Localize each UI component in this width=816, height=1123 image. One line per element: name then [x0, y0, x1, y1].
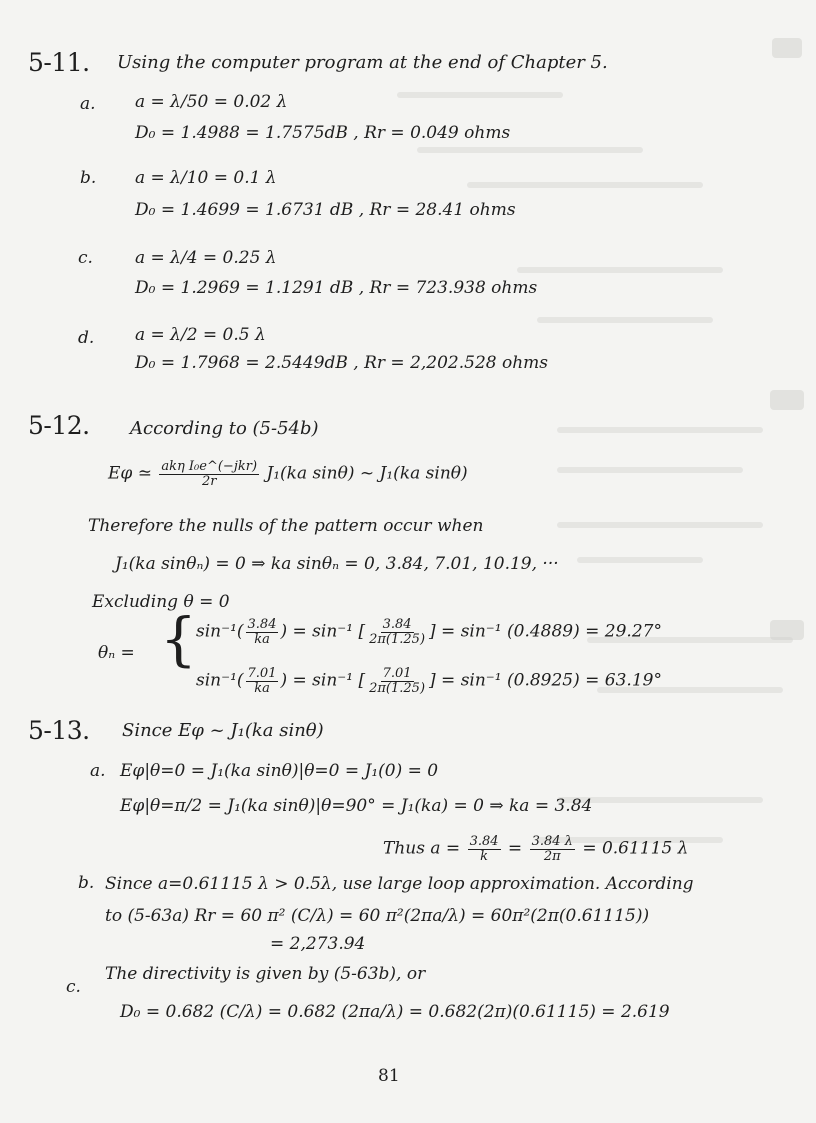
part-a-equation-1: a = λ/50 = 0.02 λ — [135, 92, 288, 112]
radius-fraction-2-num: 3.84 λ — [531, 834, 573, 849]
part-c-label-5-13: c. — [66, 977, 81, 997]
row1-fraction-1-den: ka — [254, 631, 270, 647]
row2-fraction-2 — [367, 667, 427, 695]
row2-result: ] = sin⁻¹ (0.8925) = 63.19° — [429, 670, 662, 691]
broadside-field-equation: Eφ|θ=0 = J₁(ka sinθ)|θ=0 = J₁(0) = 0 — [120, 761, 439, 781]
field-equation-numerator: akη I₀e^(−jkr) — [161, 459, 258, 474]
radius-fraction-2 — [530, 835, 575, 863]
null-condition-equation: J₁(ka sinθₙ) = 0 ⇒ ka sinθₙ = 0, 3.84, 7.01, 10.19, ··· — [115, 554, 559, 574]
field-equation-denominator: 2r — [201, 473, 217, 489]
part-d-label: d. — [78, 328, 95, 348]
row2-fraction-2-num: 7.01 — [382, 666, 412, 681]
row1-fraction-2 — [367, 618, 427, 646]
problem-5-11-intro: Using the computer program at the end of Chapter 5. — [117, 52, 608, 73]
radius-value: = 0.61115 λ — [582, 838, 689, 859]
row2-fraction-2-den: 2π(1.25) — [369, 680, 426, 696]
excluding-statement: Excluding θ = 0 — [92, 592, 230, 612]
part-d-equation-2: D₀ = 1.7968 = 2.5449dB , Rr = 2,202.528 ohms — [135, 353, 549, 373]
problem-5-12-intro: According to (5-54b) — [130, 418, 319, 439]
large-loop-statement: Since a=0.61115 λ > 0.5λ, use large loop approximation. According — [105, 874, 694, 894]
theta-n-label: θₙ = — [98, 643, 135, 663]
problem-number-5-11: 5-11. — [28, 48, 90, 77]
cases-brace: { — [160, 605, 197, 673]
part-c-label: c. — [78, 248, 93, 268]
field-equation-fraction — [159, 460, 259, 488]
row1-arcsin-open: sin⁻¹( — [196, 621, 244, 642]
row1-fraction-2-den: 2π(1.25) — [369, 631, 426, 647]
page-number: 81 — [378, 1066, 400, 1086]
radius-result: Thus a = $\frac{3.84}{k}$ = $\frac{3.84 \lambda}{2\pi}$ = 0.61115 λ — [383, 834, 689, 864]
part-c-equation-2: D₀ = 1.2969 = 1.1291 dB , Rr = 723.938 ohms — [135, 278, 538, 298]
field-equation-lhs: Eφ ≃ — [108, 463, 152, 484]
field-equation-rhs: J₁(ka sinθ) ~ J₁(ka sinθ) — [266, 463, 468, 484]
problem-number-5-12: 5-12. — [28, 411, 90, 440]
part-b-equation-1: a = λ/10 = 0.1 λ — [135, 168, 277, 188]
endfire-field-equation: Eφ|θ=π/2 = J₁(ka sinθ)|θ=90° = J₁(ka) = 0 ⇒ ka = 3.84 — [120, 796, 593, 816]
part-a-equation-2: D₀ = 1.4988 = 1.7575dB , Rr = 0.049 ohms — [135, 123, 511, 143]
null-angle-row-2 — [196, 667, 662, 695]
part-a-label-5-13: a. — [90, 761, 106, 781]
row2-middle: ) = sin⁻¹ [ — [280, 670, 366, 691]
therefore-statement: Therefore the nulls of the pattern occur when — [88, 516, 484, 536]
row1-fraction-1 — [246, 618, 279, 646]
radius-fraction-1 — [468, 835, 501, 863]
row2-arcsin-open: sin⁻¹( — [196, 670, 244, 691]
radius-fraction-2-den: 2π — [543, 848, 561, 864]
problem-number-5-13: 5-13. — [28, 716, 90, 745]
directivity-statement: The directivity is given by (5-63b), or — [105, 964, 426, 984]
directivity-equation: D₀ = 0.682 (C/λ) = 0.682 (2πa/λ) = 0.682(2π)(0.61115) = 2.619 — [120, 1002, 670, 1022]
radius-fraction-1-den: k — [480, 848, 488, 864]
radiation-resistance-value: = 2,273.94 — [270, 934, 366, 954]
part-a-label: a. — [80, 94, 96, 114]
problem-5-13-intro: Since Eφ ~ J₁(ka sinθ) — [122, 720, 324, 741]
row1-middle: ) = sin⁻¹ [ — [280, 621, 366, 642]
field-equation — [108, 460, 468, 488]
part-b-label: b. — [80, 168, 97, 188]
row2-fraction-1-num: 7.01 — [247, 666, 277, 681]
radiation-resistance-equation: to (5-63a) Rr = 60 π² (C/λ) = 60 π²(2πa/λ) = 60π²(2π(0.61115)) — [105, 906, 650, 926]
radius-fraction-1-num: 3.84 — [469, 834, 499, 849]
row1-fraction-2-num: 3.84 — [382, 617, 412, 632]
part-b-equation-2: D₀ = 1.4699 = 1.6731 dB , Rr = 28.41 ohms — [135, 200, 516, 220]
row1-fraction-1-num: 3.84 — [247, 617, 277, 632]
part-b-label-5-13: b. — [78, 873, 95, 893]
row2-fraction-1 — [246, 667, 279, 695]
part-d-equation-1: a = λ/2 = 0.5 λ — [135, 325, 266, 345]
row2-fraction-1-den: ka — [254, 680, 270, 696]
row1-result: ] = sin⁻¹ (0.4889) = 29.27° — [429, 621, 662, 642]
part-c-equation-1: a = λ/4 = 0.25 λ — [135, 248, 277, 268]
null-angle-row-1 — [196, 618, 662, 646]
thus-label: Thus a = — [383, 838, 461, 859]
